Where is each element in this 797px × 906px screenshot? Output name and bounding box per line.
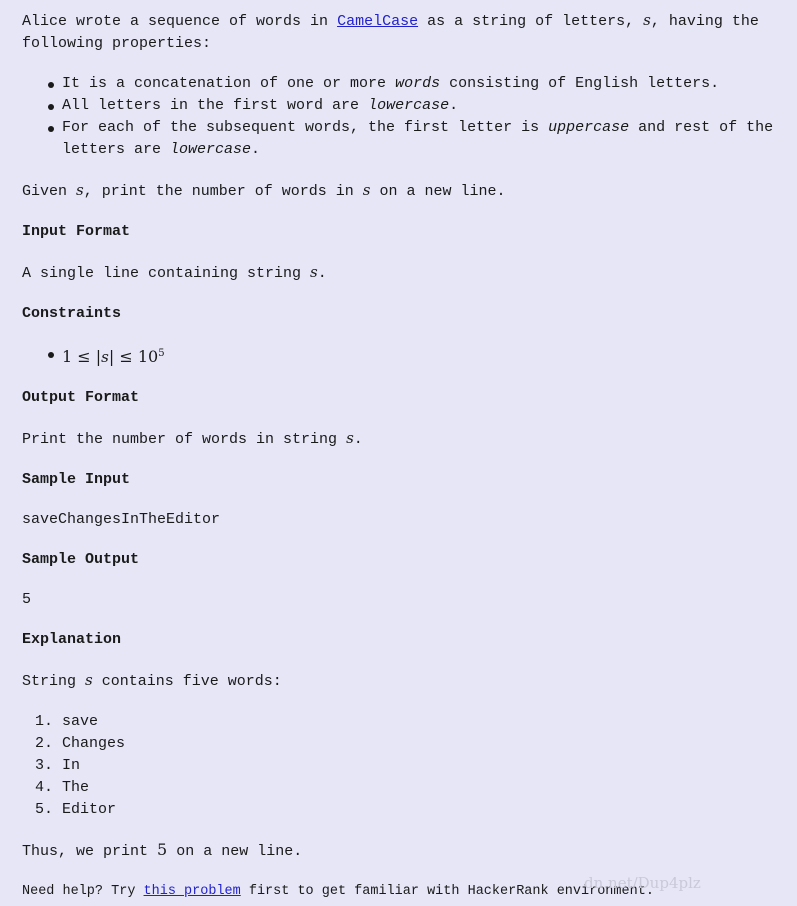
word-item: 4. The [62, 777, 782, 799]
var-s: s [310, 263, 318, 281]
input-format-desc: A single line containing string [22, 265, 311, 282]
property-text: and rest of the letters are [62, 119, 774, 158]
property-text: . [251, 141, 261, 158]
given-text: on a new line. [370, 183, 506, 200]
conclusion-desc: on a new line. [167, 843, 303, 860]
camelcase-link[interactable]: CamelCase [337, 13, 419, 30]
sample-input-heading: Sample Input [22, 471, 131, 488]
intro-paragraph [22, 9, 782, 55]
var-s: s [76, 181, 84, 199]
sample-input-value: saveChangesInTheEditor [22, 511, 221, 528]
constraint-expr: 1 ≤ | [62, 347, 102, 366]
word-item: 5. Editor [62, 799, 782, 821]
intro-text-3: , having the following properties: [22, 13, 759, 52]
properties-list [22, 73, 782, 161]
conclusion-number: 5 [157, 840, 168, 859]
var-s: s [362, 181, 371, 199]
footer-text: first to get familiar with HackerRank environment. [240, 884, 654, 899]
property-emphasis: lowercase [368, 97, 450, 114]
this-problem-link[interactable]: this problem [143, 884, 241, 899]
output-format-desc: Print the number of words in string [22, 431, 347, 448]
property-emphasis: lowercase [170, 141, 252, 158]
input-format-desc: . [317, 265, 327, 282]
sample-output-heading: Sample Output [22, 551, 140, 568]
property-item [62, 117, 782, 161]
property-text: . [449, 97, 459, 114]
explanation-text [22, 669, 782, 693]
output-format-desc: . [353, 431, 363, 448]
var-s: s [346, 429, 354, 447]
word-item: 3. In [62, 755, 782, 777]
var-s: s [101, 348, 109, 366]
given-text: , print the number of words in [83, 183, 363, 200]
property-emphasis: words [395, 75, 441, 92]
var-s: s [85, 671, 93, 689]
property-text: consisting of English letters. [440, 75, 720, 92]
property-item [62, 73, 782, 95]
explanation-desc: contains five words: [92, 673, 282, 690]
problem-statement [22, 9, 782, 903]
constraint-exponent: 5 [158, 348, 165, 359]
property-text: All letters in the first word are [62, 97, 369, 114]
constraint-expr: | ≤ 10 [108, 347, 159, 366]
watermark: dn.net/Dup4plz [584, 874, 701, 892]
constraints-list [22, 343, 782, 369]
input-format-heading: Input Format [22, 223, 131, 240]
property-emphasis: uppercase [548, 119, 630, 136]
word-item: 2. Changes [62, 733, 782, 755]
property-text: It is a concatenation of one or more [62, 75, 396, 92]
output-format-text [22, 427, 782, 451]
given-text: Given [22, 183, 77, 200]
conclusion-desc: Thus, we print [22, 843, 158, 860]
given-paragraph [22, 179, 782, 203]
intro-text-2: as a string of letters, [418, 13, 644, 30]
words-list [22, 711, 782, 821]
input-format-text [22, 261, 782, 285]
property-item [62, 95, 782, 117]
conclusion-text [22, 839, 782, 863]
var-s: s [643, 11, 651, 29]
sample-output-value: 5 [22, 591, 32, 608]
footer-text: Need help? Try [22, 884, 144, 899]
constraint-item [62, 343, 782, 369]
explanation-desc: String [22, 673, 86, 690]
explanation-heading: Explanation [22, 631, 122, 648]
output-format-heading: Output Format [22, 389, 140, 406]
intro-text: Alice wrote a sequence of words in [22, 13, 338, 30]
word-item: 1. save [62, 711, 782, 733]
property-text: For each of the subsequent words, the first letter is [62, 119, 549, 136]
constraints-heading: Constraints [22, 305, 122, 322]
